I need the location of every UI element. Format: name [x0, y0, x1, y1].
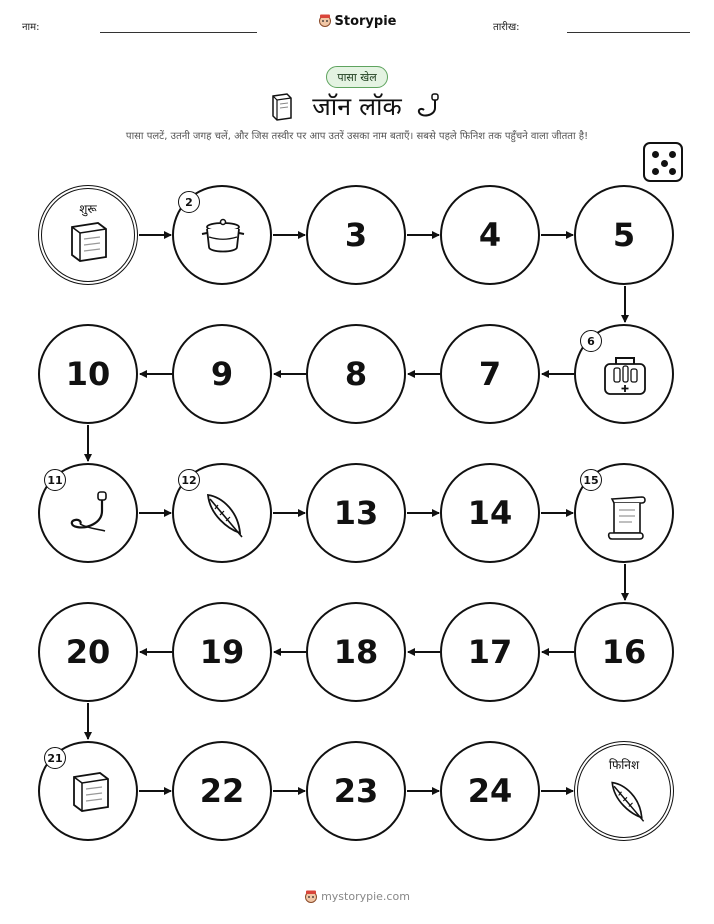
game-type-badge: पासा खेल — [326, 66, 388, 88]
board-cell-21[interactable] — [38, 741, 138, 841]
pipe-icon — [65, 489, 115, 543]
cell-number: 22 — [199, 772, 245, 810]
pot-icon — [199, 217, 247, 257]
board-cell-9[interactable] — [172, 324, 272, 424]
board-cell-17[interactable] — [440, 602, 540, 702]
cell-number: 10 — [65, 355, 111, 393]
board-cell-13[interactable] — [306, 463, 406, 563]
quill-icon — [604, 777, 650, 825]
board-cell-7[interactable] — [440, 324, 540, 424]
board-cell-14[interactable] — [440, 463, 540, 563]
name-label: नाम: — [22, 22, 40, 33]
page-title: जॉन लॉक — [312, 92, 402, 121]
board-cell-23[interactable] — [306, 741, 406, 841]
book-icon — [68, 769, 114, 815]
instructions: पासा पलटें, उतनी जगह चलें, और जिस तस्वीर पर आप उतरें उसका नाम बताएँ। सबसे पहले फिनिश तक पहुँचने वाला जीतता है! — [125, 131, 589, 142]
board-cell-10[interactable] — [38, 324, 138, 424]
finish-label: फिनिश — [608, 758, 640, 772]
board-cell-2[interactable] — [172, 185, 272, 285]
board-cell-4[interactable] — [440, 185, 540, 285]
scroll-icon — [604, 493, 648, 541]
board-cell-15[interactable] — [574, 463, 674, 563]
cell-number: 9 — [210, 355, 234, 393]
cell-number: 17 — [467, 633, 513, 671]
cell-number: 23 — [333, 772, 379, 810]
cell-number: 3 — [344, 216, 368, 254]
board-cell-3[interactable] — [306, 185, 406, 285]
cell-number-badge: 21 — [44, 747, 66, 769]
cell-number: 8 — [344, 355, 368, 393]
cell-number-badge: 11 — [44, 469, 66, 491]
cell-number: 24 — [467, 772, 513, 810]
board-cell-20[interactable] — [38, 602, 138, 702]
storypie-logo-icon — [304, 889, 318, 903]
board-cell-finish[interactable] — [574, 741, 674, 841]
quill-icon — [200, 489, 248, 541]
footer — [0, 889, 714, 903]
cell-number: 16 — [601, 633, 647, 671]
cell-number: 18 — [333, 633, 379, 671]
board-cell-6[interactable] — [574, 324, 674, 424]
start-label: शुरू — [79, 202, 97, 216]
board-cell-12[interactable] — [172, 463, 272, 563]
cell-number-badge: 12 — [178, 469, 200, 491]
board-cell-8[interactable] — [306, 324, 406, 424]
brand-name: Storypie — [334, 14, 397, 29]
cell-number: 13 — [333, 494, 379, 532]
medical-bag-icon — [600, 352, 650, 400]
board-cell-22[interactable] — [172, 741, 272, 841]
cell-number-badge: 15 — [580, 469, 602, 491]
cell-number: 4 — [478, 216, 502, 254]
cell-number: 19 — [199, 633, 245, 671]
board-cell-19[interactable] — [172, 602, 272, 702]
cell-number: 5 — [612, 216, 636, 254]
board-cell-18[interactable] — [306, 602, 406, 702]
cell-number-badge: 6 — [580, 330, 602, 352]
board-cell-5[interactable] — [574, 185, 674, 285]
cell-number: 7 — [478, 355, 502, 393]
board-cell-start[interactable] — [38, 185, 138, 285]
board-cell-16[interactable] — [574, 602, 674, 702]
board-cell-24[interactable] — [440, 741, 540, 841]
cell-number: 20 — [65, 633, 111, 671]
cell-number-badge: 2 — [178, 191, 200, 213]
footer-url[interactable]: mystorypie.com — [321, 890, 410, 903]
book-icon — [66, 219, 112, 265]
date-label: तारीख: — [493, 22, 520, 33]
cell-number: 14 — [467, 494, 513, 532]
board-cell-11[interactable] — [38, 463, 138, 563]
